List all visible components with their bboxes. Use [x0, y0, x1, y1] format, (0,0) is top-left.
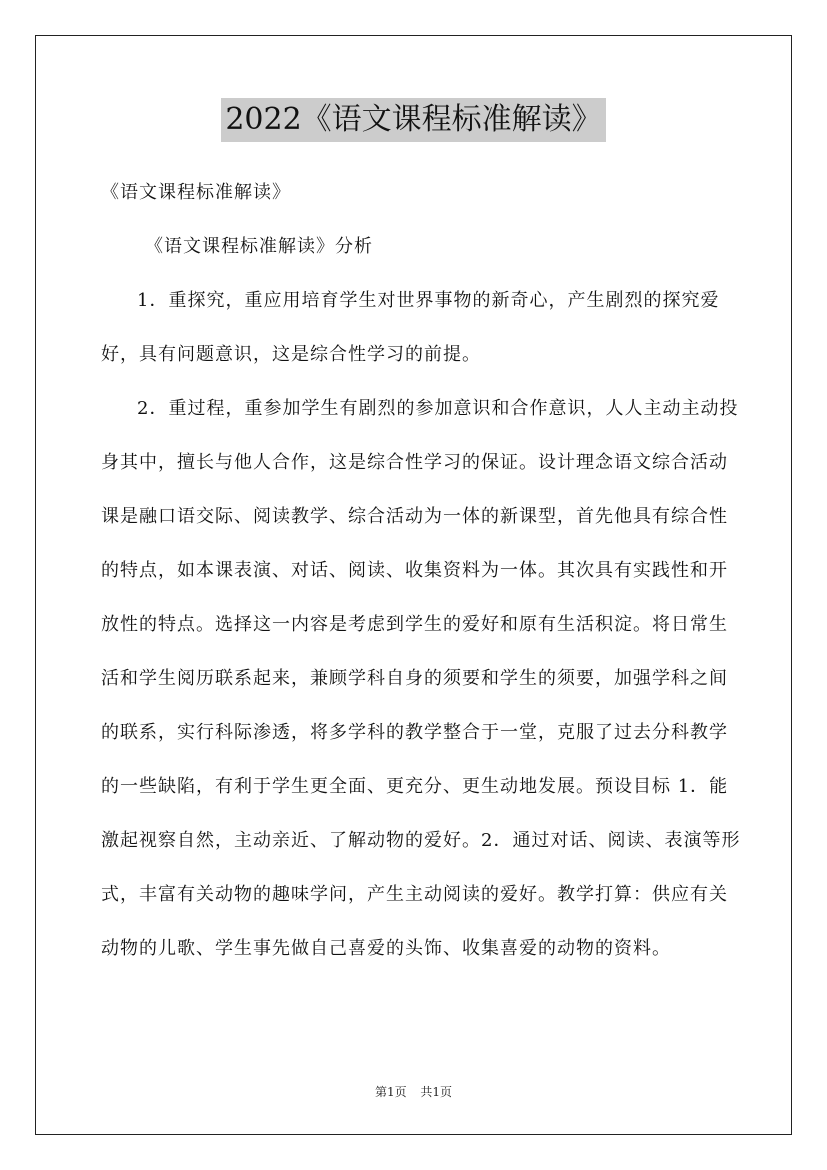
paragraph-2: 2．重过程，重参加学生有剧烈的参加意识和合作意识，人人主动主动投身其中，擅长与他人合作，这是综合性学习的保证。设计理念语文综合活动课是融口语交际、阅读教学、综合活动为一体的新课型，首先他具有综合性的特点，如本课表演、对话、阅读、收集资料为一体。其次具有实践性和开放性的特点。选择这一内容是考虑到学生的爱好和原有生活积淀。将日常生活和学生阅历联系起来，兼顾学科自身的须要和学生的须要，加强学科之间的联系，实行科际渗透，将多学科的教学整合于一堂，克服了过去分科教学的一些缺陷，有利于学生更全面、更充分、更生动地发展。预设目标 1．能激起视察自然，主动亲近、了解动物的爱好。2．通过对话、阅读、表演等形式，丰富有关动物的趣味学问，产生主动阅读的爱好。教学打算：供应有关动物的儿歌、学生事先做自己喜爱的头饰、收集喜爱的动物的资料。: [101, 398, 741, 959]
page-total: 共1页: [420, 1085, 453, 1099]
document-body: [101, 166, 741, 976]
page-footer: [0, 1083, 827, 1101]
section-heading: 《语文课程标准解读》分析: [145, 236, 373, 257]
paragraph-1: 1．重探究，重应用培育学生对世界事物的新奇心，产生剧烈的探究爱好，具有问题意识，这是综合性学习的前提。: [101, 290, 720, 365]
document-title: 2022《语文课程标准解读》: [221, 98, 605, 142]
document-subtitle: 《语文课程标准解读》: [101, 182, 291, 203]
title-container: [0, 98, 827, 142]
page-number: 第1页: [374, 1085, 407, 1099]
